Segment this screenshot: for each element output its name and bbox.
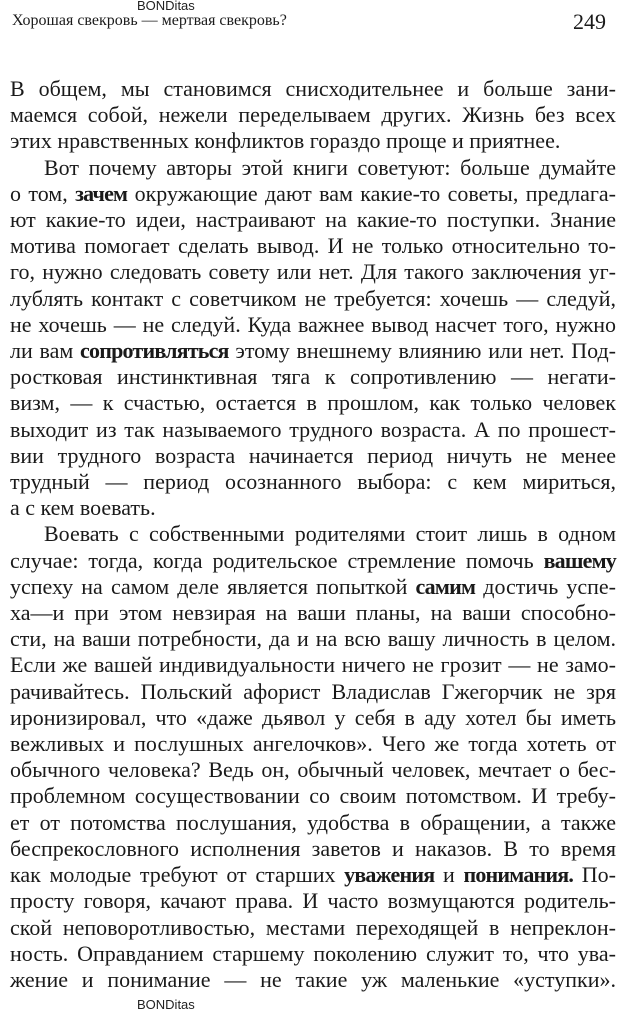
text-line: маемся собой, нежели переделываем других. Жизнь без всех <box>10 102 616 128</box>
text-line: этих нравственных конфликтов гораздо проще и приятнее. <box>10 128 561 154</box>
bold-word: зачем <box>75 180 128 206</box>
bold-word: самим <box>415 573 476 599</box>
text-line: успеху на самом деле является попыткой самим достичь успе- <box>10 573 616 599</box>
text-line: сти, на ваши потребности, да и на всю вашу личность в целом. <box>10 626 616 652</box>
watermark-top: BONDitas <box>137 0 195 13</box>
text-line: ростковая инстинктивная тяга к сопротивлению — негати- <box>10 364 616 390</box>
text-line: рачивайтесь. Польский афорист Владислав Гжегорчик не зря <box>10 678 616 704</box>
text-line: визм, — к счастью, остается в прошлом, как только человек <box>10 390 616 416</box>
watermark-bottom: BONDitas <box>137 997 195 1012</box>
text-line: выходит из так называемого трудного возраста. А по прошест- <box>10 416 616 442</box>
text-line: ность. Оправданием старшему поколению служит то, что ува- <box>10 940 616 966</box>
text-line: трудный — период осознанного выбора: с кем мириться, <box>10 469 616 495</box>
text-line: В общем, мы становимся снисходительнее и больше зани- <box>10 76 616 101</box>
page-number: 249 <box>573 9 606 34</box>
bold-word: сопротивляться <box>80 338 229 364</box>
text-line: просту говоря, качают права. И часто возмущаются родитель- <box>10 888 616 914</box>
text-line: случае: тогда, когда родительское стремление помочь вашему <box>10 547 616 573</box>
text-line: беспрекословного исполнения заветов и наказов. В то время <box>10 835 616 861</box>
body-text <box>10 76 616 993</box>
text-line: вежливых и послушных ангелочков». Чего же тогда хотеть от <box>10 731 616 757</box>
text-line: о том, зачем окружающие дают вам какие-то советы, предлага- <box>10 180 617 206</box>
text-line: ской неповоротливостью, местами переходящей в непреклон- <box>10 914 616 940</box>
text-line: го, нужно следовать совету или нет. Для такого заключения уг- <box>10 259 616 285</box>
text-line: обычного человека? Ведь он, обычный человек, мечтает о бес- <box>10 757 616 783</box>
text-line: жение и понимание — не такие уж маленькие «уступки». <box>10 966 616 992</box>
bold-word: понимания. <box>463 862 574 888</box>
text-line: мотива помогает сделать вывод. И не только относительно то- <box>10 233 616 259</box>
text-line: как молодые требуют от старших уважения и понимания. По- <box>10 862 616 888</box>
text-line: проблемном сосуществовании со своим потомством. И требу- <box>10 783 616 809</box>
text-line: а с кем воевать. <box>10 495 156 521</box>
text-line: вии трудного возраста начинается период ничуть не менее <box>10 442 616 468</box>
text-line: лублять контакт с советчиком не требуется: хочешь — следуй, <box>10 285 616 311</box>
text-line: Воевать с собственными родителями стоит лишь в одном <box>44 521 616 547</box>
running-title: Хорошая свекровь — мертвая свекровь? <box>12 12 287 29</box>
text-line: ют какие-то идеи, настраивают на какие-то поступки. Знание <box>10 207 616 233</box>
bold-word: уважения <box>344 862 435 888</box>
text-line: Если же вашей индивидуальности ничего не грозит — не замо- <box>10 652 616 678</box>
text-line: ет от потомства послушания, удобства в обращении, а также <box>10 809 616 835</box>
text-line: Вот почему авторы этой книги советуют: больше думайте <box>44 154 616 180</box>
text-line: ли вам сопротивляться этому внешнему влиянию или нет. Под- <box>10 338 617 364</box>
text-line: ха—и при этом невзирая на ваши планы, на ваши способно- <box>10 600 616 626</box>
bold-word: вашему <box>543 547 616 573</box>
text-line: иронизировал, что «даже дьявол у себя в аду хотел бы иметь <box>10 704 616 730</box>
text-line: не хочешь — не следуй. Куда важнее вывод насчет того, нужно <box>10 311 616 337</box>
